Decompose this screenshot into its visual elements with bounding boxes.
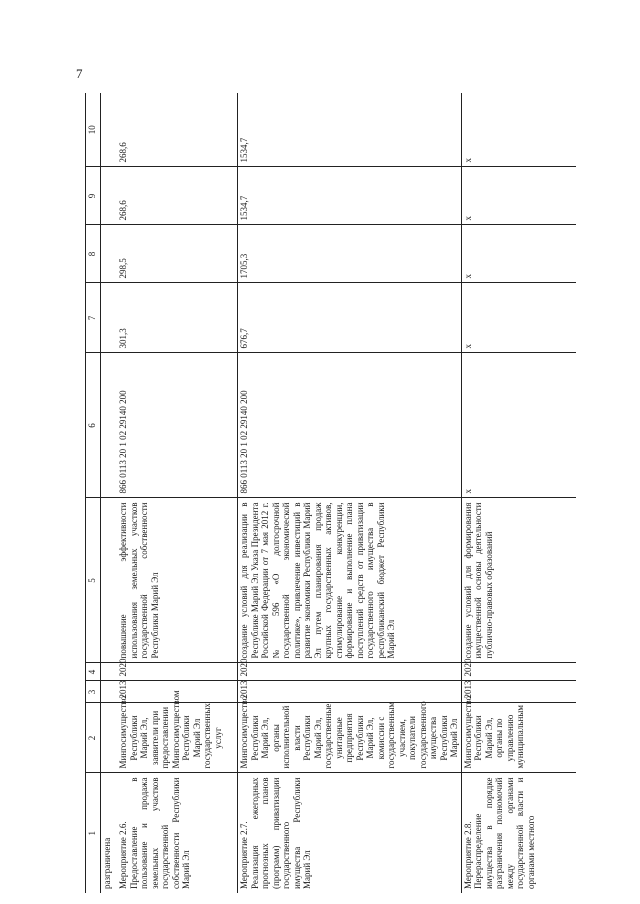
expected-result: повышение эффективности использования земельных участков государственной собственности Республики Марий Эл: [117, 498, 238, 663]
executor: Мингосимущество Республики Марий Эл, органы исполнительной власти Республики Марий Эл, государственные унитарные предприятия Республики Марий Эл, комиссии с государственным участием, покупатели государственного имущества Республики Марий Эл: [238, 703, 462, 773]
continuation-row: [101, 93, 118, 893]
column-header: 1: [86, 773, 101, 893]
column-header: 10: [86, 93, 101, 167]
budget-code: 866 0113 20 1 02 29140 200: [238, 353, 462, 498]
value-col10: x: [461, 93, 576, 167]
activities-table: [85, 93, 576, 893]
table-row: [117, 93, 238, 893]
column-header: 3: [86, 681, 101, 703]
column-header: 7: [86, 283, 101, 353]
value-col8: 1705,3: [238, 225, 462, 283]
expected-result: создание условий для реализации в Республике Марий Эл Указа Президента Российской Федерации от 7 мая 2012 г. № 596 «О долгосрочной государственной экономической политике», привлечение инвестиций в развитие экономики Республики Марий Эл путем планирования продаж крупных государственных активов, стимулирование конкуренции, формирование и выполнение плана поступлений средств от приватизации государственного имущества в республиканский бюджет Республики Марий Эл: [238, 498, 462, 663]
value-col9: x: [461, 167, 576, 225]
start-year: 2013: [117, 681, 238, 703]
column-header: 4: [86, 663, 101, 681]
expected-result: создание условий для формирования имущественной основы деятельности публично-правовых образований: [461, 498, 576, 663]
column-header: 2: [86, 703, 101, 773]
activity-name: Мероприятие 2.6. Предоставление в пользование и продажа земельных участков государственной собственности Республики Марий Эл: [117, 773, 238, 893]
value-col10: 1534,7: [238, 93, 462, 167]
continuation-text: разграничена: [102, 837, 112, 889]
rotated-table-container: [85, 93, 570, 893]
column-header: 8: [86, 225, 101, 283]
executor: Мингосимущество Республики Марий Эл, заявители при предоставлении Мингосимуществом Республики Марий Эл государственных услуг: [117, 703, 238, 773]
column-header: 5: [86, 498, 101, 663]
value-col9: 268,6: [117, 167, 238, 225]
activity-name: Мероприятие 2.7. Реализация ежегодных прогнозных планов (программ) приватизации государственного имущества Республики Марий Эл: [238, 773, 462, 893]
value-col9: 1534,7: [238, 167, 462, 225]
activity-name: Мероприятие 2.8. Перераспределение имущества в порядке разграничения полномочий между органами государственной власти и органами местного: [462, 777, 536, 889]
end-year: 2020: [117, 663, 238, 681]
page-number: 7: [76, 66, 83, 81]
budget-code: 866 0113 20 1 02 29140 200: [117, 353, 238, 498]
start-year: 2013: [461, 681, 576, 703]
executor: Мингосимущество Республики Марий Эл, органы по управлению муниципальным: [461, 703, 576, 773]
value-col8: 298,5: [117, 225, 238, 283]
end-year: 2020: [238, 663, 462, 681]
column-number-header: [86, 93, 101, 893]
value-col7: x: [461, 283, 576, 353]
table-row: [238, 93, 462, 893]
table-row: [461, 93, 576, 893]
budget-code: x: [461, 353, 576, 498]
value-col8: x: [461, 225, 576, 283]
column-header: 6: [86, 353, 101, 498]
value-col10: 268,6: [117, 93, 238, 167]
end-year: 2020: [461, 663, 576, 681]
value-col7: 301,3: [117, 283, 238, 353]
value-col7: 676,7: [238, 283, 462, 353]
column-header: 9: [86, 167, 101, 225]
start-year: 2013: [238, 681, 462, 703]
